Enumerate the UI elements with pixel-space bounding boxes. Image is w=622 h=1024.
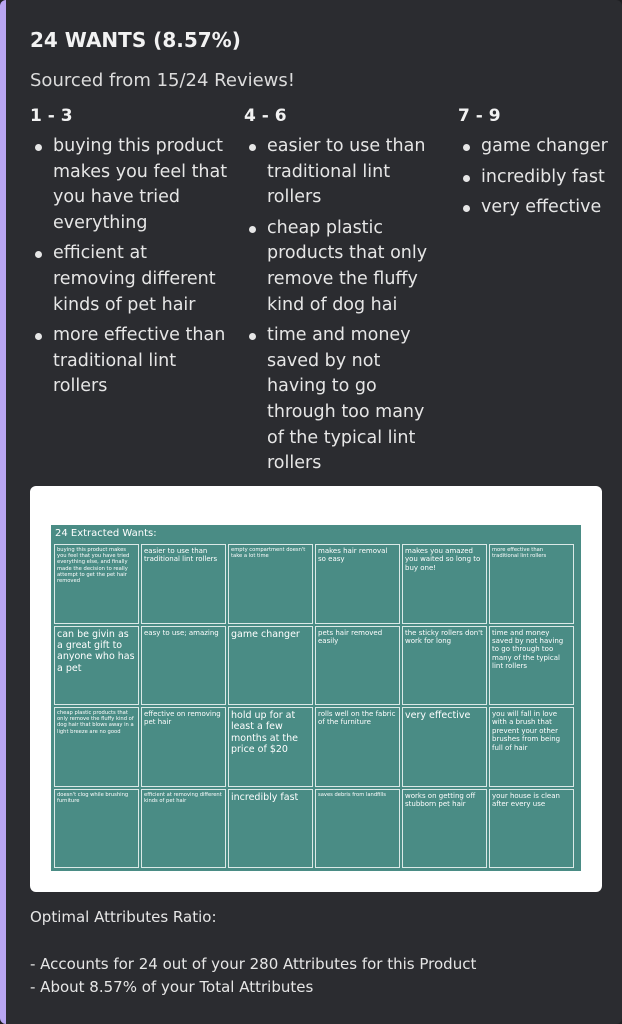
want-cell: very effective [402,707,487,787]
want-cell: works on getting off stubborn pet hair [402,789,487,869]
want-item: very effective [458,195,622,221]
footer-heading: Optimal Attributes Ratio: [30,908,217,926]
want-cell: makes you amazed you waited so long to buy one! [402,544,487,624]
want-cell: doesn't clog while brushing furniture [54,789,139,869]
want-cell: cheap plastic products that only remove the fluffy kind of dog hair that blows away in a light breeze are no good [54,707,139,787]
footer-line: - About 8.57% of your Total Attributes [30,978,314,996]
want-cell: easy to use; amazing [141,626,226,706]
want-cell: can be givin as a great gift to anyone who has a pet [54,626,139,706]
want-cell: buying this product makes you feel that you have tried everything else, and finally made the decision to really attempt to get the pet hair removed [54,544,139,624]
want-cell: hold up for at least a few months at the price of $20 [228,707,313,787]
attributes-ratio-footer [30,906,476,999]
want-cell: incredibly fast [228,789,313,869]
column-heading: 4 - 6 [244,106,287,126]
want-item: time and money saved by not having to go through too many of the typical lint rollers [244,323,444,477]
column-heading: 7 - 9 [458,106,501,126]
wants-column-7-9 [458,106,622,226]
extracted-wants-image[interactable] [30,486,602,892]
want-cell: easier to use than traditional lint rollers [141,544,226,624]
want-item: game changer [458,134,622,160]
card-title: 24 WANTS (8.57%) [30,28,241,52]
wants-grid-title: 24 Extracted Wants: [55,528,157,539]
want-cell: effective on removing pet hair [141,707,226,787]
want-cell: your house is clean after every use [489,789,574,869]
want-cell: more effective than traditional lint rollers [489,544,574,624]
want-item: buying this product makes you feel that you have tried everything [30,134,230,236]
want-cell: saves debris from landfills [315,789,400,869]
want-item: incredibly fast [458,165,622,191]
want-cell: empty compartment doesn't take a lot time [228,544,313,624]
wants-grid-panel [51,525,581,871]
want-item: cheap plastic products that only remove the fluffy kind of dog hai [244,216,444,318]
want-cell: makes hair removal so easy [315,544,400,624]
want-item: efficient at removing different kinds of pet hair [30,241,230,318]
want-cell: pets hair removed easily [315,626,400,706]
want-item: more effective than traditional lint rollers [30,323,230,400]
want-cell: you will fall in love with a brush that prevent your other brushes from being full of hair [489,707,574,787]
column-heading: 1 - 3 [30,106,73,126]
want-cell: rolls well on the fabric of the furniture [315,707,400,787]
wants-column-1-3 [30,106,230,405]
footer-line: - Accounts for 24 out of your 280 Attributes for this Product [30,955,477,973]
want-cell: time and money saved by not having to go through too many of the typical lint rollers [489,626,574,706]
wants-column-4-6 [244,106,444,482]
want-cell: the sticky rollers don't work for long [402,626,487,706]
wants-grid [54,544,574,868]
want-item: easier to use than traditional lint rollers [244,134,444,211]
want-cell: efficient at removing different kinds of pet hair [141,789,226,869]
card-subtitle: Sourced from 15/24 Reviews! [30,70,295,91]
want-cell: game changer [228,626,313,706]
